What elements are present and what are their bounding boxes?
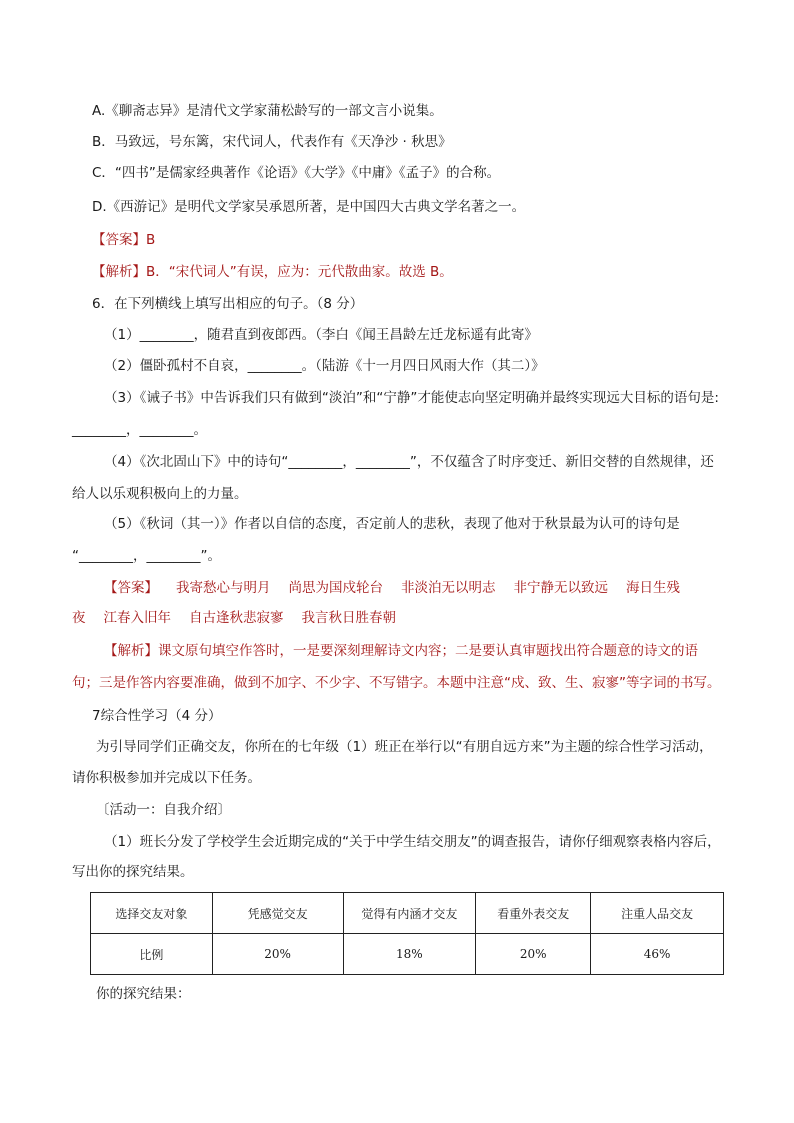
option-b: B．马致远，号东篱，宋代词人，代表作有《天净沙 · 秋思》 — [92, 134, 452, 150]
q6-item-4-line2: 给人以乐观积极向上的力量。 — [72, 486, 248, 502]
table-header-cell: 觉得有内涵才交友 — [343, 893, 476, 934]
answer-item: 我言秋日胜春朝 — [301, 610, 396, 626]
q5-analysis — [92, 262, 453, 282]
answer-item: 我寄愁心与明月 — [176, 580, 271, 596]
analysis-text: 课文原句填空作答时，一是要深刻理解诗文内容；二是要认真审题找出符合题意的诗文的语 — [158, 643, 698, 659]
answer-item: 尚思为国戍轮台 — [288, 580, 383, 596]
answer-item: 非淡泊无以明志 — [401, 580, 496, 596]
analysis-label: 【解析】 — [92, 264, 146, 280]
table-header-cell: 注重人品交友 — [591, 893, 724, 934]
analysis-label: 【解析】 — [104, 643, 158, 659]
q6-item-5-line2: “________，________”。 — [72, 548, 221, 564]
table-header-row — [91, 893, 724, 934]
answer-item: 夜 — [72, 610, 86, 626]
table-row-label: 比例 — [91, 934, 213, 975]
survey-table — [90, 892, 724, 975]
q6-item-3-line2: ________，________。 — [72, 422, 207, 438]
answer-value: B — [146, 232, 156, 248]
q6-answer-line1 — [104, 578, 680, 598]
q6-item-5-line1: （5）《秋词（其一）》作者以自信的态度，否定前人的悲秋，表现了他对于秋景最为认可的诗句是 — [104, 516, 680, 532]
q6-answer-line2 — [72, 608, 396, 628]
q7-intro-line1: 为引导同学们正确交友，你所在的七年级（1）班正在举行以“有朋自远方来”为主题的综合性学习活动， — [96, 739, 713, 755]
table-cell: 46% — [591, 934, 724, 975]
q6-title: 6．在下列横线上填写出相应的句子。（8 分） — [92, 296, 364, 312]
answer-label: 【答案】 — [92, 232, 146, 248]
q7-task-line1: （1）班长分发了学校学生会近期完成的“关于中学生结交朋友”的调查报告，请你仔细观察表格内容后， — [104, 834, 721, 850]
table-cell: 20% — [212, 934, 343, 975]
q6-analysis-line2: 句；三是作答内容要准确，做到不加字、不少字、不写错字。本题中注意“戍、致、生、寂寥”等字词的书写。 — [72, 675, 721, 691]
q7-title: 7综合性学习（4 分） — [92, 708, 222, 724]
q7-result-label: 你的探究结果： — [96, 986, 191, 1002]
q6-analysis-line1 — [104, 641, 698, 661]
q7-task-line2: 写出你的探究结果。 — [72, 864, 194, 880]
table-header-cell: 看重外表交友 — [476, 893, 591, 934]
q5-answer — [92, 230, 155, 250]
table-cell: 20% — [476, 934, 591, 975]
answer-item: 自古逢秋悲寂寥 — [189, 610, 284, 626]
answer-item: 海日生残 — [626, 580, 680, 596]
option-d: D.《西游记》是明代文学家吴承恩所著，是中国四大古典文学名著之一。 — [92, 199, 526, 215]
q6-item-1: （1）________，随君直到夜郎西。（李白《闻王昌龄左迁龙标遥有此寄》 — [104, 327, 538, 343]
answer-item: 江春入旧年 — [103, 610, 171, 626]
answer-item: 非宁静无以致远 — [513, 580, 608, 596]
table-header-cell: 凭感觉交友 — [212, 893, 343, 934]
analysis-text: B．“宋代词人”有误，应为：元代散曲家。故选 B。 — [146, 264, 453, 280]
option-c: C．“四书”是儒家经典著作《论语》《大学》《中庸》《孟子》的合称。 — [92, 165, 501, 181]
table-cell: 18% — [343, 934, 476, 975]
q6-item-4-line1: （4）《次北固山下》中的诗句“________，________”，不仅蕴含了时序变迁、新旧交替的自然规律，还 — [104, 454, 714, 470]
q7-activity-heading: 〔活动一：自我介绍〕 — [96, 802, 231, 818]
table-header-cell: 选择交友对象 — [91, 893, 213, 934]
q6-item-3-line1: （3）《诫子书》中告诉我们只有做到“淡泊”和“宁静”才能使志向坚定明确并最终实现远大目标的语句是: — [104, 390, 719, 406]
option-a: A.《聊斋志异》是清代文学家蒲松龄写的一部文言小说集。 — [92, 103, 443, 119]
table-row — [91, 934, 724, 975]
q6-item-2: （2）僵卧孤村不自哀，________。（陆游《十一月四日风雨大作（其二）》 — [104, 358, 545, 374]
q7-intro-line2: 请你积极参加并完成以下任务。 — [72, 770, 261, 786]
answer-label: 【答案】 — [104, 580, 158, 596]
